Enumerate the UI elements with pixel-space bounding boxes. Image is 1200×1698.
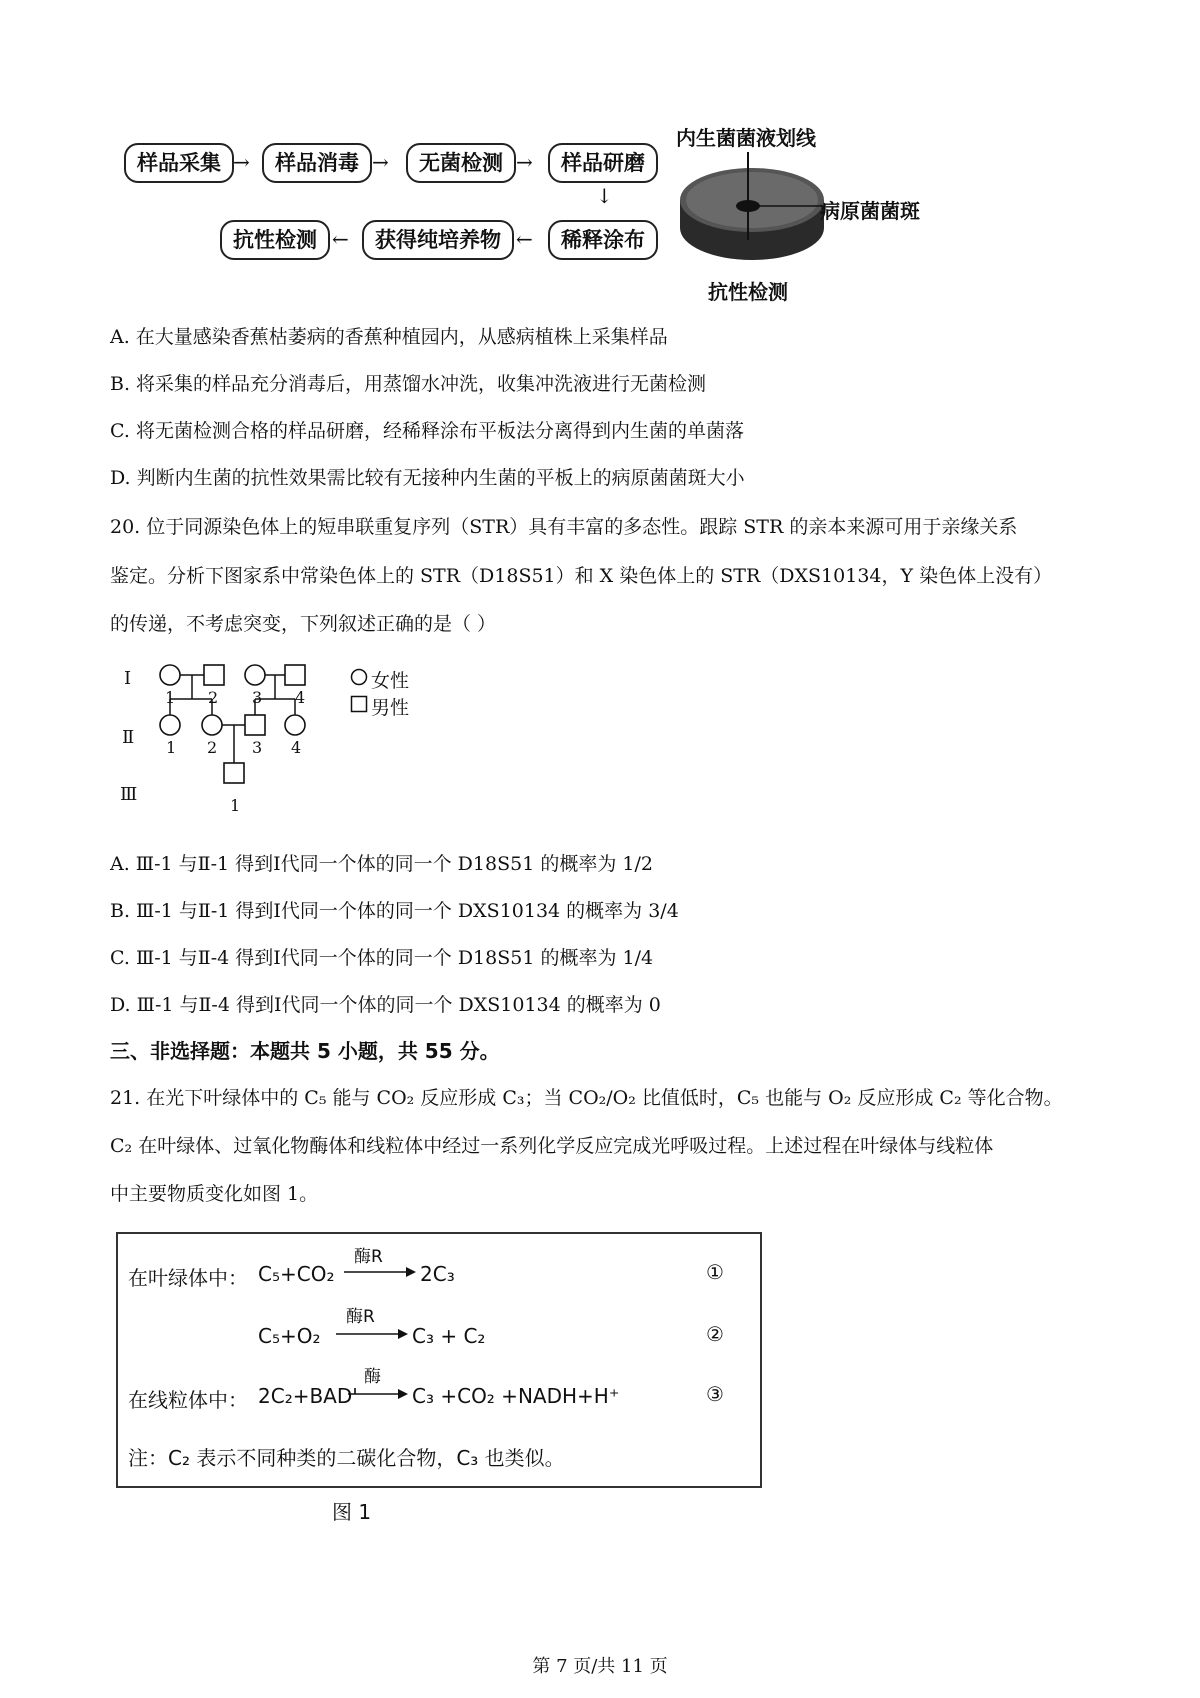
q20-option-b: B. Ⅲ-1 与Ⅱ-1 得到Ⅰ代同一个体的同一个 DXS10134 的概率为 3/4: [110, 900, 679, 922]
figure1-row2-enzyme: 酶R: [346, 1307, 375, 1327]
legend-female-icon: [350, 668, 368, 686]
figure1-row1-right: 2C₃: [420, 1262, 455, 1286]
figure1-row2-left: C₅+O₂: [258, 1324, 321, 1348]
figure1-row3-left: 2C₂+BAD': [258, 1384, 358, 1408]
figure1-row1-left: C₅+CO₂: [258, 1262, 335, 1286]
figure1-row2-right: C₃ + C₂: [412, 1324, 486, 1348]
plate-label-pathogen: 病原菌菌斑: [820, 199, 920, 223]
flow-step-sterility-check: 无菌检测: [406, 143, 516, 183]
generation-label-3: Ⅲ: [120, 784, 138, 805]
gen3-number-1: 1: [230, 796, 241, 815]
q19-option-d: D. 判断内生菌的抗性效果需比较有无接种内生菌的平板上的病原菌菌斑大小: [110, 467, 745, 489]
figure1-caption: 图 1: [332, 1500, 372, 1524]
figure1-row2-number: ②: [706, 1322, 724, 1346]
arrow-left-icon: ←: [332, 227, 349, 251]
reaction-arrow-icon: [344, 1266, 416, 1278]
q20-stem-line-3: 的传递，不考虑突变，下列叙述正确的是（ ）: [110, 613, 497, 635]
figure1-note: 注：C₂ 表示不同种类的二碳化合物，C₃ 也类似。: [128, 1446, 565, 1470]
flow-step-sample-grinding: 样品研磨: [548, 143, 658, 183]
gen1-number-4: 4: [295, 688, 306, 707]
arrow-right-icon: →: [516, 150, 533, 174]
flow-step-resistance-test: 抗性检测: [220, 220, 330, 260]
arrow-down-icon: ↓: [596, 184, 613, 208]
figure1-row3-right: C₃ +CO₂ +NADH+H⁺: [412, 1384, 620, 1408]
gen2-number-2: 2: [207, 738, 218, 757]
flow-step-pure-culture: 获得纯培养物: [362, 220, 514, 260]
gen1-number-3: 3: [252, 688, 263, 707]
q21-stem-line-3: 中主要物质变化如图 1。: [110, 1183, 319, 1205]
figure1-row1-number: ①: [706, 1260, 724, 1284]
gen1-number-2: 2: [208, 688, 219, 707]
section-heading: 三、非选择题：本题共 5 小题，共 55 分。: [110, 1039, 500, 1063]
q20-stem-line-2: 鉴定。分析下图家系中常染色体上的 STR（D18S51）和 X 染色体上的 STR（DXS10134，Y 染色体上没有）: [110, 565, 1053, 587]
figure1-row3-prefix: 在线粒体中：: [128, 1388, 248, 1412]
gen2-number-3: 3: [252, 738, 263, 757]
gen2-number-1: 1: [166, 738, 177, 757]
flow-step-sample-disinfection: 样品消毒: [262, 143, 372, 183]
arrow-left-icon: ←: [516, 227, 533, 251]
q19-option-a: A. 在大量感染香蕉枯萎病的香蕉种植园内，从感病植株上采集样品: [110, 326, 668, 348]
legend-male-label: 男性: [371, 697, 410, 719]
page-footer: 第 7 页/共 11 页: [532, 1656, 668, 1677]
reaction-arrow-icon: [348, 1388, 408, 1400]
q19-option-c: C. 将无菌检测合格的样品研磨，经稀释涂布平板法分离得到内生菌的单菌落: [110, 420, 744, 442]
legend-male-icon: [350, 695, 368, 713]
reaction-arrow-icon: [336, 1328, 408, 1340]
q20-stem-line-1: 20. 位于同源染色体上的短串联重复序列（STR）具有丰富的多态性。跟踪 STR 的亲本来源可用于亲缘关系: [110, 516, 1018, 538]
figure1-equations-box: [116, 1232, 762, 1488]
figure1-row1-prefix: 在叶绿体中：: [128, 1266, 248, 1290]
figure1-row3-enzyme: 酶: [364, 1367, 381, 1387]
arrow-right-icon: →: [233, 150, 250, 174]
gen1-number-1: 1: [165, 688, 176, 707]
flow-step-dilution-spreading: 稀释涂布: [548, 220, 658, 260]
q20-option-a: A. Ⅲ-1 与Ⅱ-1 得到Ⅰ代同一个体的同一个 D18S51 的概率为 1/2: [110, 853, 653, 875]
plate-caption: 抗性检测: [708, 280, 788, 304]
legend-female-label: 女性: [371, 670, 410, 692]
petri-plate-icon: [672, 150, 832, 270]
flow-step-sample-collection: 样品采集: [124, 143, 234, 183]
q21-stem-line-1: 21. 在光下叶绿体中的 C₅ 能与 CO₂ 反应形成 C₃；当 CO₂/O₂ 比值低时，C₅ 也能与 O₂ 反应形成 C₂ 等化合物。: [110, 1087, 1063, 1109]
pedigree-lines: [150, 655, 330, 795]
figure1-row1-enzyme: 酶R: [354, 1247, 383, 1267]
q20-option-d: D. Ⅲ-1 与Ⅱ-4 得到Ⅰ代同一个体的同一个 DXS10134 的概率为 0: [110, 994, 661, 1016]
generation-label-1: Ⅰ: [124, 668, 132, 689]
q19-option-b: B. 将采集的样品充分消毒后，用蒸馏水冲洗，收集冲洗液进行无菌检测: [110, 373, 707, 395]
gen2-number-4: 4: [291, 738, 302, 757]
figure1-row3-number: ③: [706, 1382, 724, 1406]
q20-option-c: C. Ⅲ-1 与Ⅱ-4 得到Ⅰ代同一个体的同一个 D18S51 的概率为 1/4: [110, 947, 654, 969]
q21-stem-line-2: C₂ 在叶绿体、过氧化物酶体和线粒体中经过一系列化学反应完成光呼吸过程。上述过程在叶绿体与线粒体: [110, 1135, 994, 1157]
arrow-right-icon: →: [372, 150, 389, 174]
generation-label-2: Ⅱ: [122, 727, 135, 748]
plate-label-streak: 内生菌菌液划线: [676, 126, 816, 150]
